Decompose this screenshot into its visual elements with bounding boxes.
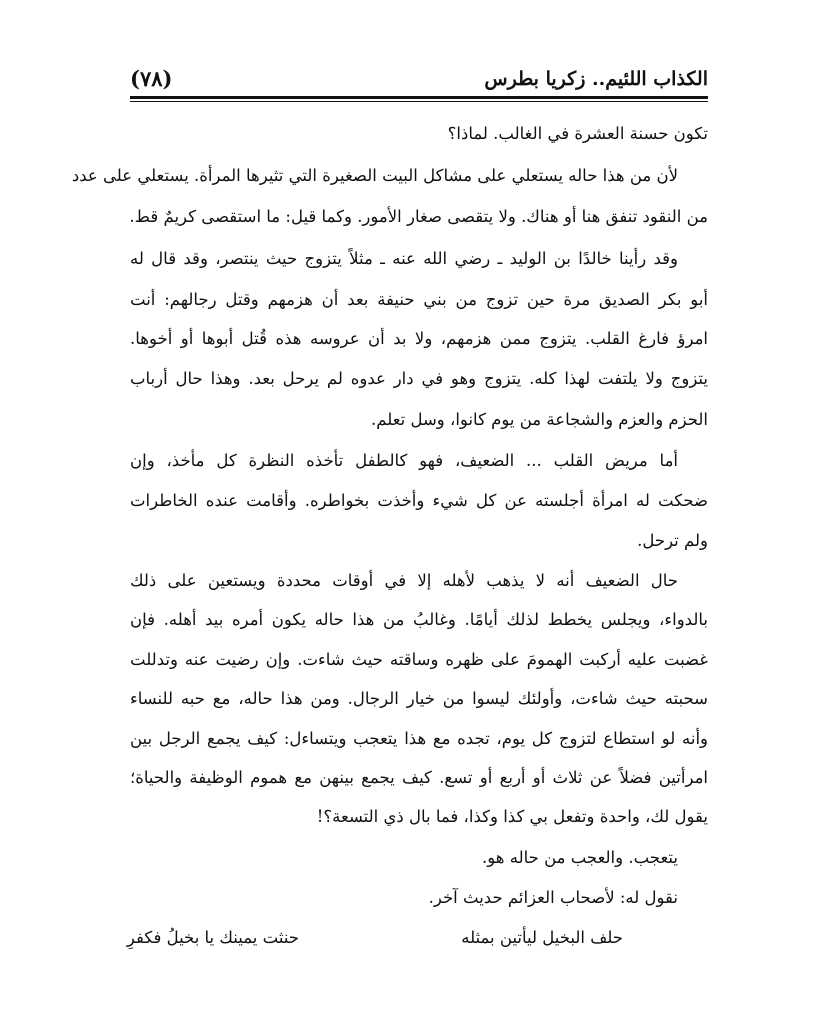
text-line: سحبته حيث شاءت، وأولئك ليسوا من خيار الرجال. ومن هذا حاله، مع حبه للنساء (130, 689, 708, 708)
text-line: امرأتين فضلاً عن ثلاث أو أربع أو تسع. كيف يجمع بينهن مع هموم الوظيفة والحياة؛ (130, 768, 708, 787)
text-line: الحزم والعزم والشجاعة من يوم كانوا، وسل تعلم. (371, 410, 708, 429)
text-line: يتزوج ولا يلتفت لهذا كله. يتزوج وهو في دار عدوه لم يرحل بعد. وهذا حال أرباب (130, 369, 708, 388)
verse-first-hemistich: حلف البخيل ليأتين بمثله (461, 928, 623, 947)
text-line: ولم ترحل. (637, 531, 708, 550)
text-line: غضبت عليه أركبت الهمومَ على ظهره وساقته حيث شاءت. وإن رضيت عنه وتدللت (130, 650, 708, 669)
text-line: لأن من هذا حاله يستعلي على مشاكل البيت الصغيرة التي تثيرها المرأة. يستعلي على عدد (71, 166, 678, 185)
text-line: تكون حسنة العشرة في الغالب. لماذا؟ (447, 124, 708, 143)
running-title: الكذاب اللئيم.. زكريا بطرس (484, 68, 708, 90)
text-line: حال الضعيف أنه لا يذهب لأهله إلا في أوقات محددة ويستعين على ذلك (130, 571, 678, 590)
text-line: نقول له: لأصحاب العزائم حديث آخر. (428, 888, 678, 907)
text-line: وقد رأينا خالدًا بن الوليد ـ رضي الله عنه ـ مثلاً يتزوج حيث ينتصر، وقد قال له (130, 249, 678, 268)
header-rule-thin (130, 101, 708, 102)
text-line: يقول لك، واحدة وتفعل بي كذا وكذا، فما بال ذي التسعة؟! (316, 807, 708, 826)
text-line: يتعجب. والعجب من حاله هو. (482, 848, 678, 867)
verse-second-hemistich: حنثت يمينك يا بخيلُ فكفرِ (126, 928, 299, 947)
text-line: وأنه لو استطاع لتزوج كل يوم، تجده مع هذا يتعجب ويتساءل: كيف يجمع الرجل بين (130, 729, 708, 748)
header-rule-thick (130, 96, 708, 99)
text-line: ضحكت له امرأة أجلسته عن كل شيء وأخذت بخواطره. وأقامت عنده الخاطرات (130, 491, 708, 510)
text-line: من النقود تنفق هنا أو هناك. ولا يتقصى صغار الأمور. وكما قيل: ما استقصى كريمٌ قط. (129, 207, 708, 226)
page-header (130, 64, 708, 94)
text-line: أما مريض القلب ... الضعيف، فهو كالطفل تأخذه النظرة كل مأخذ، وإن (130, 451, 678, 470)
page-number: (٧٨) (130, 66, 173, 91)
text-line: بالدواء، ويجلس يخطط لذلك أيامًا. وغالبُ من هذا حاله يكون أمره بيد أهله. فإن (130, 610, 708, 629)
text-line: امرؤ فارغ القلب. يتزوج ممن هزمهم، ولا بد أن عروسه هذه قُتل أبوها أو أخوها. (130, 329, 708, 348)
text-line: أبو بكر الصديق مرة حين تزوج من بني حنيفة بعد أن هزمهم وقتل رجالهم: أنت (130, 290, 708, 309)
